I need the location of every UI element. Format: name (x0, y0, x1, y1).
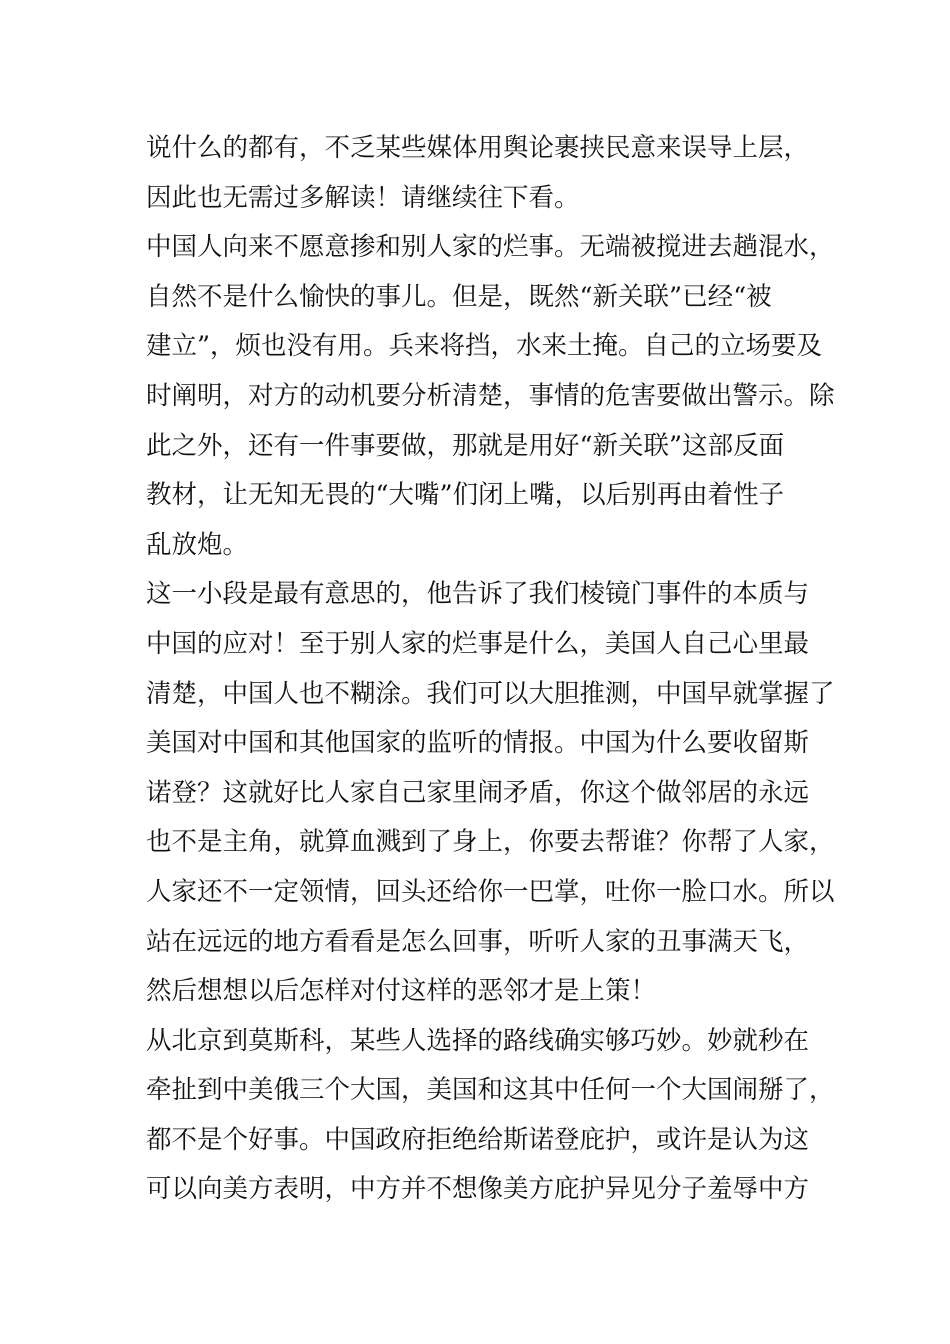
text-line: 可以向美方表明，中方并不想像美方庇护异见分子羞辱中方 (146, 1174, 810, 1205)
text-line: 建立”，烦也没有用。兵来将挡，水来土掩。自己的立场要及 (146, 331, 823, 362)
text-line: 清楚，中国人也不糊涂。我们可以大胆推测，中国早就掌握了 (146, 678, 835, 709)
text-line: 都不是个好事。中国政府拒绝给斯诺登庇护，或许是认为这 (146, 1124, 810, 1155)
text-line: 站在远远的地方看看是怎么回事，听听人家的丑事满天飞， (146, 926, 810, 957)
text-line: 牵扯到中美俄三个大国，美国和这其中任何一个大国闹掰了， (146, 1075, 835, 1106)
text-line: 自然不是什么愉快的事儿。但是，既然“新关联”已经“被 (146, 281, 772, 312)
text-line: 中国的应对！至于别人家的烂事是什么，美国人自己心里最 (146, 628, 810, 659)
text-line: 人家还不一定领情，回头还给你一巴掌，吐你一脸口水。所以 (146, 876, 835, 907)
text-line: 教材，让无知无畏的“大嘴”们闭上嘴，以后别再由着性子 (146, 480, 785, 511)
text-line: 中国人向来不愿意掺和别人家的烂事。无端被搅进去趟混水， (146, 232, 835, 263)
text-line: 从北京到莫斯科，某些人选择的路线确实够巧妙。妙就秒在 (146, 1025, 810, 1056)
text-line: 时阐明，对方的动机要分析清楚，事情的危害要做出警示。除 (146, 380, 835, 411)
text-line: 此之外，还有一件事要做，那就是用好“新关联”这部反面 (146, 430, 785, 461)
text-line: 乱放炮。 (146, 529, 249, 560)
text-line: 诺登？这就好比人家自己家里闹矛盾，你这个做邻居的永远 (146, 777, 810, 808)
body-text (146, 124, 835, 1215)
text-line: 也不是主角，就算血溅到了身上，你要去帮谁？你帮了人家， (146, 827, 835, 858)
text-line: 说什么的都有，不乏某些媒体用舆论裹挟民意来误导上层， (146, 133, 810, 163)
text-line: 美国对中国和其他国家的监听的情报。中国为什么要收留斯 (146, 728, 810, 759)
text-line: 然后想想以后怎样对付这样的恶邻才是上策！ (146, 976, 657, 1007)
text-line: 因此也无需过多解读！请继续往下看。 (146, 182, 580, 213)
text-line: 这一小段是最有意思的，他告诉了我们棱镜门事件的本质与 (146, 579, 810, 610)
